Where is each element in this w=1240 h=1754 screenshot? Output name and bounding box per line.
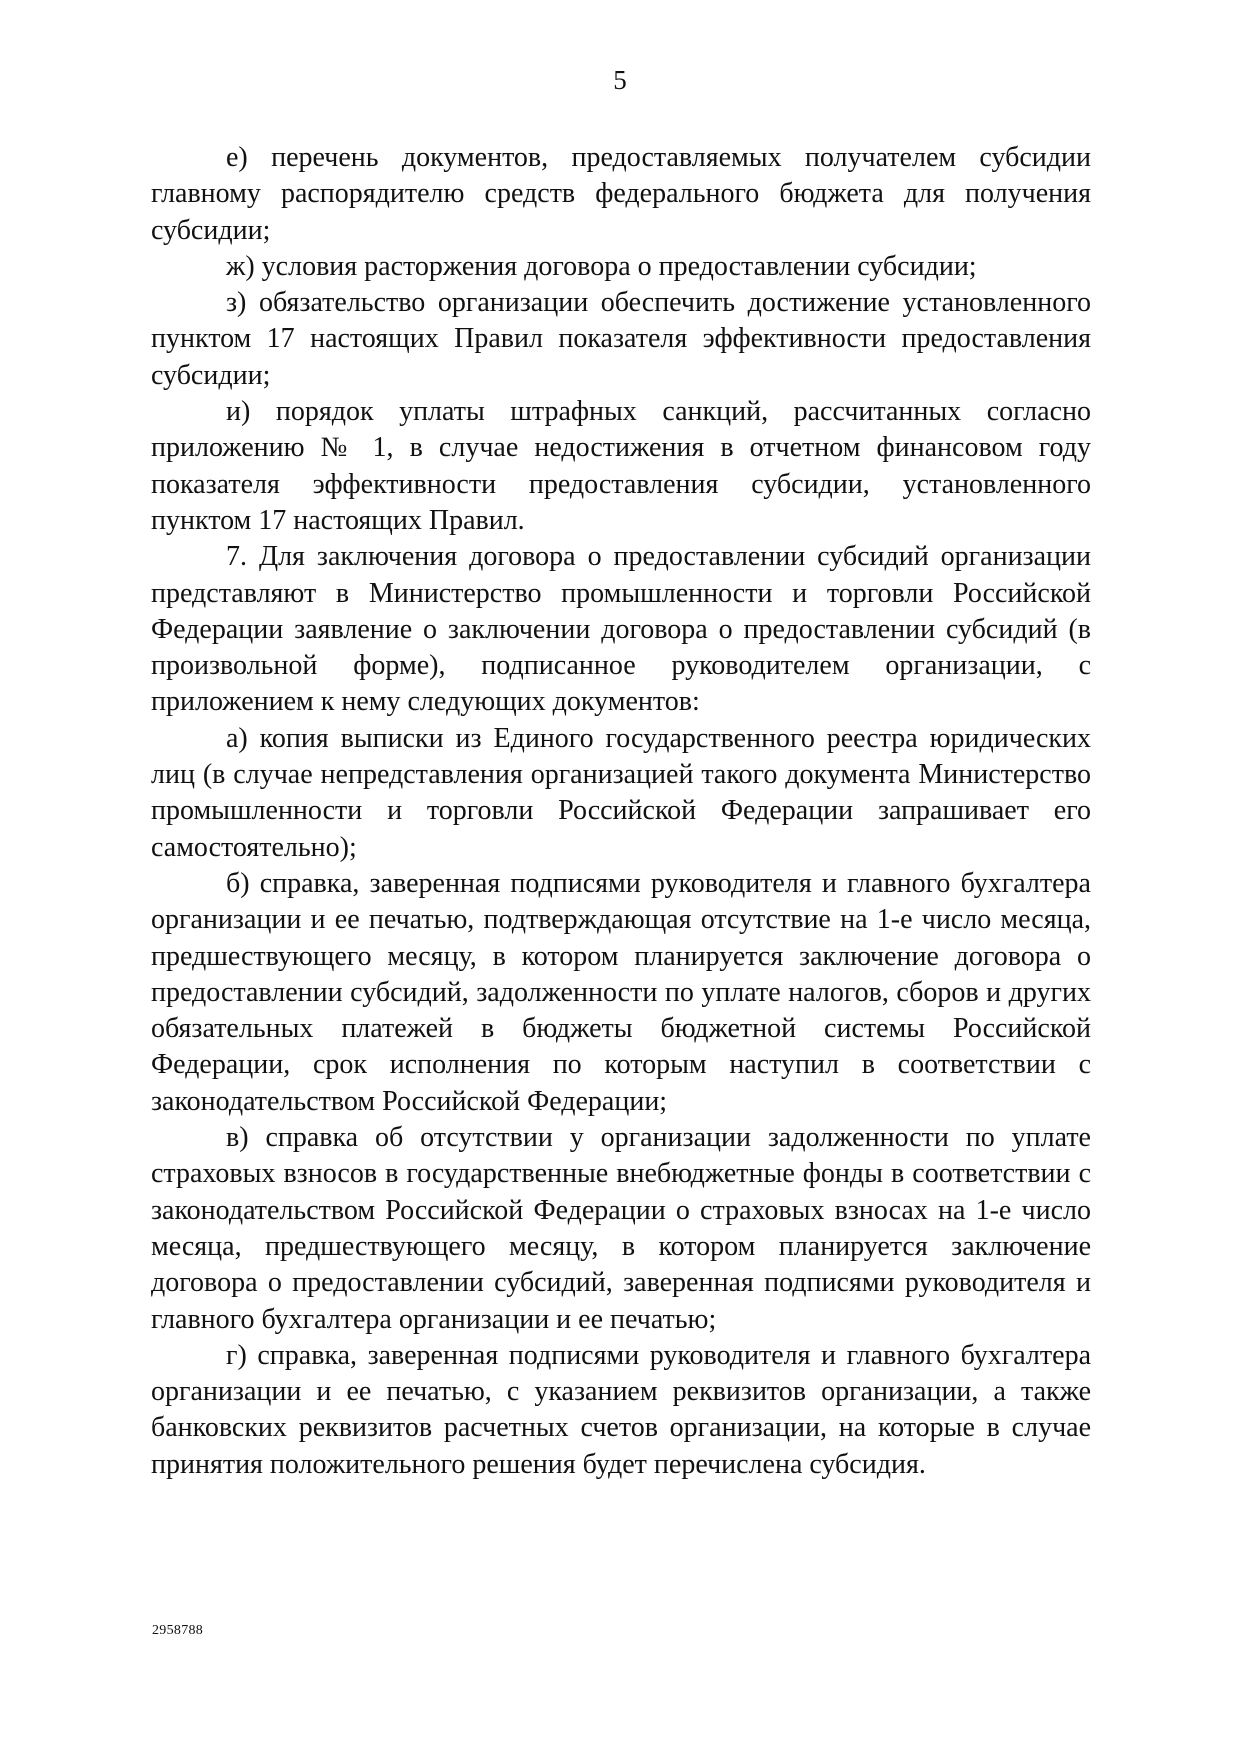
paragraph-item-i: и) порядок уплаты штрафных санкций, рассчитанных согласно приложению № 1, в случае недостижения в отчетном финансовом году показателя эффективности предоставления субсидии, установленного пунктом 17 настоящих Правил. [151,396,1091,536]
paragraph-item-b: б) справка, заверенная подписями руководителя и главного бухгалтера организации и ее печатью, подтверждающая отсутствие на 1-е число месяца, предшествующего месяцу, в котором планируется заключение договора о предоставлении субсидий, задолженности по уплате налогов, сборов и других обязательных платежей в бюджеты бюджетной системы Российской Федерации, срок исполнения по которым наступил в соответствии с законодательством Российской Федерации; [151,867,1091,1117]
paragraph-item-e: е) перечень документов, предоставляемых получателем субсидии главному распорядителю средств федерального бюджета для получения субсидии; [151,142,1091,246]
document-id: 2958788 [152,1623,204,1638]
paragraph-item-v: в) справка об отсутствии у организации задолженности по уплате страховых взносов в государственные внебюджетные фонды в соответствии с законодательством Российской Федерации о страховых взносах на 1-е число месяца, предшествующего месяцу, в котором планируется заключение договора о предоставлении субсидий, заверенная подписями руководителя и главного бухгалтера организации и ее печатью; [151,1122,1091,1335]
paragraph-item-a: а) копия выписки из Единого государственного реестра юридических лиц (в случае непредставления организацией такого документа Министерство промышленности и торговли Российской Федерации запрашивает его самостоятельно); [151,722,1091,863]
paragraph-item-zh: ж) условия расторжения договора о предоставлении субсидии; [226,250,977,282]
document-body [151,140,1091,1483]
page-number: 5 [613,65,627,95]
paragraph-clause-7: 7. Для заключения договора о предоставлении субсидий организации представляют в Министерство промышленности и торговли Российской Федерации заявление о заключении договора о предоставлении субсидий (в произвольной форме), подписанное руководителем организации, с приложением к нему следующих документов: [151,541,1091,718]
paragraph-item-g: г) справка, заверенная подписями руководителя и главного бухгалтера организации и ее печатью, с указанием реквизитов организации, а также банковских реквизитов расчетных счетов организации, на которые в случае принятия положительного решения будет перечислена субсидия. [151,1339,1091,1480]
paragraph-item-z: з) обязательство организации обеспечить достижение установленного пунктом 17 настоящих Правил показателя эффективности предоставления субсидии; [151,287,1091,391]
